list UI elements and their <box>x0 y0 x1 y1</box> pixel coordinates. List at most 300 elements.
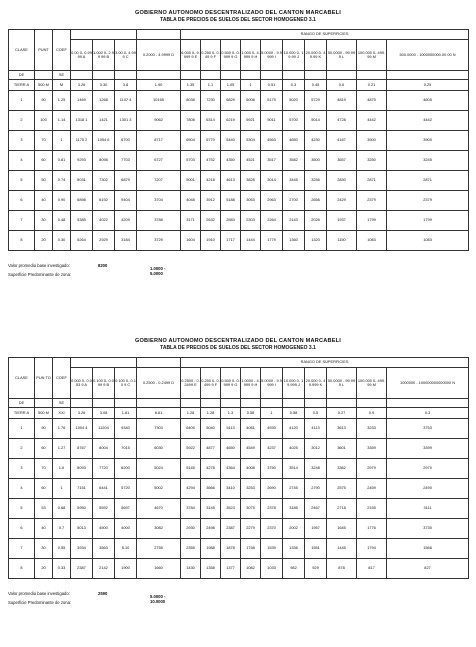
range-end: 10.0000 <box>150 599 166 604</box>
price-cell: 3912 <box>201 191 221 211</box>
price-cell: 1083 <box>387 231 469 251</box>
price-cell: 1551 <box>305 539 327 559</box>
cell-coef: 0.33 <box>53 559 71 579</box>
range-header: 5.0000 - 9.9999 I <box>261 40 283 71</box>
price-cell: 1175 2 <box>71 131 93 151</box>
header-blank <box>261 399 283 408</box>
price-cell: 5113 <box>221 419 241 439</box>
price-cell: 2387 <box>71 559 93 579</box>
price-cell: 3788 <box>137 211 181 231</box>
price-cell: 3250 <box>357 151 387 171</box>
price-cell: 3399 <box>387 439 469 459</box>
price-cell: 1421 <box>93 111 115 131</box>
price-cell: 5304 <box>241 131 261 151</box>
price-cell: 6314 <box>201 111 221 131</box>
range-start: 5.0000 - <box>150 594 166 599</box>
price-cell: 4650 <box>283 131 305 151</box>
price-cell: 1430 <box>181 559 201 579</box>
price-cell: 4605 <box>387 91 469 111</box>
header-rango: RANGO DE SUPERFICIES <box>181 358 469 368</box>
price-cell: 4000 <box>115 519 137 539</box>
document-subtitle: TABLA DE PRECIOS DE SUELOS DEL SECTOR HOMOGENEO 3.1 <box>160 345 316 351</box>
price-cell: 7720 <box>93 459 115 479</box>
factor-cell: 1 <box>241 80 261 91</box>
price-cell: 2387 <box>221 519 241 539</box>
price-cell: 878 <box>327 559 357 579</box>
header-punt: PUNT <box>35 30 53 71</box>
predominant-surface-label: Superficie Predominante de zona: <box>8 600 72 605</box>
header-rango: RANGO DE SUPERFICIES <box>181 30 469 40</box>
range-header: 0.2000 - 4.9999 D <box>137 40 181 71</box>
price-cell: 7230 <box>201 91 221 111</box>
price-cell: 3359 <box>357 439 387 459</box>
cell-clase: 8 <box>9 231 35 251</box>
price-cell: 4521 <box>241 151 261 171</box>
factor-cell: 0.9 <box>357 408 387 419</box>
price-cell: 3613 <box>327 419 357 439</box>
range-header: 100.000 0- 499.99 M <box>357 368 387 399</box>
range-header: 0.250 0- 0.49 9 F <box>201 40 221 71</box>
cell-clase: 5 <box>9 499 35 519</box>
factor-cell: 1.35 <box>181 80 201 91</box>
price-cell: 3445 <box>283 171 305 191</box>
price-cell: 4218 <box>201 171 221 191</box>
price-cell: 8031 <box>71 171 93 191</box>
cell-punt: 30 <box>35 539 53 559</box>
range-header: 0.250 0- 0.499 9 F <box>201 368 221 399</box>
header-blank <box>305 71 327 80</box>
cell-coef: 0.81 <box>53 151 71 171</box>
price-cell: 7703 <box>115 151 137 171</box>
price-cell: 4752 <box>201 151 221 171</box>
cell-coef: 0.48 <box>53 211 71 231</box>
header-blank <box>387 399 469 408</box>
price-cell: 1358 <box>201 559 221 579</box>
header-blank <box>221 71 241 80</box>
cell-clase: 8 <box>9 559 35 579</box>
range-header: 5.0000 - 9.9999 I <box>261 368 283 399</box>
price-cell: 2755 <box>137 539 181 559</box>
price-cell: 2378 <box>261 499 283 519</box>
header-blank <box>137 30 181 40</box>
price-cell: 3934 <box>71 539 93 559</box>
price-cell: 2467 <box>305 499 327 519</box>
price-cell: 5020 <box>283 91 305 111</box>
range-header: 0.2500 - 0.2499 D <box>137 368 181 399</box>
price-cell: 3145 <box>201 499 221 519</box>
price-cell: 8098 <box>93 151 115 171</box>
cell-clase: 1 <box>9 419 35 439</box>
range-header: 0.100 0- 0.099 9 B <box>93 368 115 399</box>
table-row <box>9 151 469 171</box>
cell-coef: 0.7 <box>53 519 71 539</box>
price-cell: 4048 <box>181 191 201 211</box>
price-cell: 1957 <box>305 519 327 539</box>
price-cell: 4819 <box>327 91 357 111</box>
average-value-label: Valor promedio base investigado: <box>8 591 70 596</box>
price-cell: 2002 <box>283 519 305 539</box>
header-blank <box>71 399 93 408</box>
price-cell: 4113 <box>305 419 327 439</box>
header-punt: PUN TO <box>35 358 53 399</box>
range-end: 5.0000 <box>150 271 163 276</box>
price-cell: 1779 <box>261 231 283 251</box>
price-cell: 3657 <box>327 151 357 171</box>
table-row <box>9 191 469 211</box>
price-cell: 5145 <box>181 459 201 479</box>
price-cell: 3111 <box>387 499 469 519</box>
price-cell: 6219 <box>221 111 241 131</box>
table-row <box>9 111 469 131</box>
range-header: 6.000 0- 9.999 9 E <box>181 40 201 71</box>
price-cell: 4670 <box>137 499 181 519</box>
factor-cell: 3.26 <box>71 80 93 91</box>
cell-punt: 20 <box>35 231 53 251</box>
factor-cell: 0.3 <box>387 408 469 419</box>
price-cell: 6727 <box>137 151 181 171</box>
price-cell: 3014 <box>261 171 283 191</box>
price-table-sheet-2 <box>8 338 468 613</box>
range-header: 50.0000 - 99.999 L <box>327 40 357 71</box>
price-cell: 2632 <box>201 211 221 231</box>
cell-clase: 4 <box>9 479 35 499</box>
price-cell: 2930 <box>181 519 201 539</box>
price-cell: 1336 <box>283 539 305 559</box>
price-cell: 2963 <box>261 191 283 211</box>
price-cell: 2303 <box>241 211 261 231</box>
price-cell: 9340 <box>115 419 137 439</box>
code-punt: 500 M <box>35 80 53 91</box>
price-cell: 2656 <box>305 191 327 211</box>
price-cell: 5011 <box>261 111 283 131</box>
price-cell: 1054 6 <box>93 131 115 151</box>
factor-cell: 1.3 <box>221 408 241 419</box>
price-cell: 2498 <box>201 519 221 539</box>
header-blank <box>137 358 181 368</box>
price-cell: 5922 <box>181 439 201 459</box>
table-row <box>9 499 469 519</box>
price-cell: 2970 <box>387 459 469 479</box>
header-blank <box>305 399 327 408</box>
header-blank <box>357 399 387 408</box>
range-header: 3.00 0- 4.99 9 C <box>115 40 137 71</box>
price-cell: 5697 <box>115 499 137 519</box>
price-cell: 4294 <box>181 479 201 499</box>
price-cell: 5385 <box>71 211 93 231</box>
price-cell: 6504 <box>181 131 201 151</box>
header-blank <box>137 71 181 80</box>
price-cell: 6700 <box>115 131 137 151</box>
price-cell: 2700 <box>283 191 305 211</box>
price-cell: 3750 <box>261 459 283 479</box>
price-cell: 1900 <box>115 559 137 579</box>
price-cell: 5002 <box>137 479 181 499</box>
factor-cell: 1 <box>261 408 283 419</box>
price-cell: 5188 <box>221 191 241 211</box>
cell-punt: 70 <box>35 131 53 151</box>
table-row <box>9 439 469 459</box>
price-cell: 6405 <box>181 419 201 439</box>
code-coef: XXI <box>53 408 71 419</box>
price-cell: 3053 <box>241 191 261 211</box>
header-blank <box>357 71 387 80</box>
cell-coef: 1 <box>53 131 71 151</box>
range-header: 0.500 0- 0.999 9 G <box>221 40 241 71</box>
price-cell: 1604 <box>181 231 201 251</box>
price-cell: 6829 <box>221 91 241 111</box>
factor-cell: 0.58 <box>241 408 261 419</box>
price-cell: 5024 <box>137 459 181 479</box>
price-cell: 5720 <box>115 479 137 499</box>
range-header: 0.000 0- 0.053 9 A <box>71 368 93 399</box>
factor-cell: 0.6 <box>327 80 357 91</box>
header-blank <box>283 71 305 80</box>
price-cell: 5729 <box>305 91 327 111</box>
price-cell: 2718 <box>327 499 357 519</box>
predominant-surface-range <box>150 266 165 276</box>
price-cell: 8038 <box>181 91 201 111</box>
predominant-surface-label: Superficie Predominante de zona: <box>8 272 72 277</box>
price-cell: 3514 <box>283 459 305 479</box>
price-cell: 5001 <box>181 171 201 191</box>
cell-coef: 0.90 <box>53 191 71 211</box>
cell-punt: 60 <box>35 151 53 171</box>
price-cell: 3582 <box>283 151 305 171</box>
average-value: 8200 <box>98 263 108 268</box>
header-blank <box>201 71 221 80</box>
range-header: 1.0000 - 4.999 9 H <box>241 368 261 399</box>
price-cell: 10165 <box>137 91 181 111</box>
price-cell: 9293 <box>71 151 93 171</box>
header-clase: CLASE <box>9 30 35 71</box>
table-row <box>9 539 469 559</box>
land-price-table <box>8 29 469 251</box>
price-cell: 2264 <box>261 211 283 231</box>
price-cell: 4650 <box>221 439 241 459</box>
average-value: 2590 <box>98 591 108 596</box>
price-cell: 1318 1 <box>71 111 93 131</box>
price-cell: 2575 <box>327 479 357 499</box>
cell-punt: 50 <box>35 171 53 191</box>
range-header: 1.000 0- 4.999 9 H <box>241 40 261 71</box>
cell-punt: 30 <box>35 211 53 231</box>
header-blank <box>201 399 221 408</box>
price-cell: 4022 <box>93 211 115 231</box>
table-footer <box>8 591 468 613</box>
code-punt: 500 M <box>35 408 53 419</box>
price-cell: 4728 <box>327 111 357 131</box>
range-header: 20.000 0- 49.99 K <box>305 40 327 71</box>
price-cell: 6441 <box>93 479 115 499</box>
header-blank <box>181 71 201 80</box>
cell-punt: 100 <box>35 111 53 131</box>
document-title: GOBIERNO AUTONOMO DESCENTRALIZADO DEL CANTON MARCABELI <box>134 338 342 344</box>
price-cell: 3410 <box>221 479 241 499</box>
cell-clase: 3 <box>9 131 35 151</box>
price-cell: 2370 <box>261 519 283 539</box>
cell-clase: 6 <box>9 519 35 539</box>
price-cell: 3233 <box>357 419 387 439</box>
price-cell: 7303 <box>137 419 181 439</box>
price-cell: 1717 <box>221 231 241 251</box>
table-row <box>9 131 469 151</box>
table-row <box>9 211 469 231</box>
cell-coef: 0.74 <box>53 171 71 191</box>
price-cell: 1360 <box>283 231 305 251</box>
price-cell: 2830 <box>327 171 357 191</box>
price-cell: 4442 <box>387 111 469 131</box>
price-cell: 1776 <box>357 519 387 539</box>
price-cell: 3256 <box>305 171 327 191</box>
price-cell: 3730 <box>387 519 469 539</box>
price-cell: 1320 <box>305 231 327 251</box>
factor-cell: 0.21 <box>357 80 387 91</box>
cell-coef: 1.76 <box>53 419 71 439</box>
price-cell: 929 <box>305 559 327 579</box>
header-blank <box>327 71 357 80</box>
price-cell: 5.10 <box>115 539 137 559</box>
header-blank <box>261 71 283 80</box>
price-cell: 4081 <box>241 419 261 439</box>
price-cell: 1033 <box>261 559 283 579</box>
header-se: SE <box>53 399 71 408</box>
price-cell: 3253 <box>241 479 261 499</box>
price-cell: 982 <box>283 559 305 579</box>
price-cell: 4442 <box>357 111 387 131</box>
table-row <box>9 419 469 439</box>
cell-coef: 1.14 <box>53 111 71 131</box>
header-blank <box>93 71 115 80</box>
price-cell: 1910 <box>201 231 221 251</box>
price-cell: 3075 <box>241 499 261 519</box>
price-cell: 8093 <box>71 459 93 479</box>
price-cell: 1004 4 <box>71 419 93 439</box>
price-cell: 2429 <box>327 191 357 211</box>
price-cell: 5013 <box>71 519 93 539</box>
price-cell: 7302 <box>93 171 115 191</box>
price-table-sheet-1 <box>8 10 468 285</box>
price-cell: 7808 <box>181 111 201 131</box>
price-cell: 1878 <box>221 539 241 559</box>
header-blank <box>35 399 53 408</box>
range-header: 100.000 0- 499.99 M <box>357 40 387 71</box>
range-header: 0.500 0- 0.999 9 G <box>221 368 241 399</box>
price-cell: 1082 <box>241 559 261 579</box>
header-coef: COEF <box>53 358 71 399</box>
price-cell: 2026 <box>305 211 327 231</box>
table-footer <box>8 263 468 285</box>
header-blank <box>327 399 357 408</box>
price-cell: 4008 <box>241 459 261 479</box>
cell-coef: 0.30 <box>53 231 71 251</box>
price-cell: 1377 <box>221 559 241 579</box>
price-cell: 2459 <box>357 479 387 499</box>
price-cell: 1794 <box>357 539 387 559</box>
cell-clase: 2 <box>9 439 35 459</box>
price-cell: 827 <box>387 559 469 579</box>
price-cell: 1645 <box>327 519 357 539</box>
price-cell: 1937 <box>327 211 357 231</box>
price-cell: 3082 <box>137 519 181 539</box>
cell-coef: 1 <box>53 479 71 499</box>
cell-clase: 7 <box>9 539 35 559</box>
factor-cell: 0.27 <box>327 408 357 419</box>
cell-punt: 40 <box>35 191 53 211</box>
table-row <box>9 231 469 251</box>
range-header: 0.100 0- 0.10 9 C <box>115 368 137 399</box>
cell-punt: 90 <box>35 91 53 111</box>
header-de: DE <box>9 399 35 408</box>
cell-clase: 7 <box>9 211 35 231</box>
header-coef: COEF <box>53 30 71 71</box>
price-cell: 6192 <box>93 191 115 211</box>
cell-clase: 3 <box>9 459 35 479</box>
header-tierra: TIERR A <box>9 408 35 419</box>
header-tierra: TIERR A <box>9 80 35 91</box>
factor-cell: 0.45 <box>305 80 327 91</box>
price-cell: 3248 <box>305 459 327 479</box>
range-header: 20.000 0- 49.999 K <box>305 368 327 399</box>
price-cell: 2583 <box>221 211 241 231</box>
factor-cell: 3.8 <box>115 80 137 91</box>
factor-cell: 1.90 <box>137 80 181 91</box>
table-row <box>9 459 469 479</box>
price-cell: 8004 <box>93 439 115 459</box>
header-blank <box>221 399 241 408</box>
price-cell: 6006 <box>241 91 261 111</box>
cell-coef: 0.55 <box>53 539 71 559</box>
price-cell: 11204 <box>93 419 115 439</box>
price-cell: 9404 <box>115 191 137 211</box>
price-cell: 5264 <box>71 231 93 251</box>
header-blank <box>71 71 93 80</box>
header-blank <box>241 71 261 80</box>
price-cell: 7015 <box>115 439 137 459</box>
price-cell: 4278 <box>201 459 221 479</box>
price-cell: 7151 <box>71 479 93 499</box>
header-clase: CLASE <box>9 358 35 399</box>
header-blank <box>241 399 261 408</box>
price-cell: 2379 <box>357 191 387 211</box>
factor-cell: 1.1 <box>201 80 221 91</box>
cell-punt: 53 <box>35 499 53 519</box>
predominant-surface-range <box>150 594 165 604</box>
price-cell: 6200 <box>115 459 137 479</box>
price-cell: 4350 <box>221 151 241 171</box>
price-cell: 5921 <box>241 111 261 131</box>
range-header: 0.00 0- 0.99 99 A <box>71 40 93 71</box>
price-cell: 1988 <box>201 539 221 559</box>
price-cell: 1444 <box>241 231 261 251</box>
factor-cell: 1.28 <box>181 408 201 419</box>
price-cell: 3171 <box>181 211 201 231</box>
cell-punt: 40 <box>35 519 53 539</box>
factor-cell: 8.61 <box>137 408 181 419</box>
document-subtitle: TABLA DE PRECIOS DE SUELOS DEL SECTOR HOMOGENEO 3.1 <box>160 17 316 23</box>
price-cell: 1083 <box>357 231 387 251</box>
cell-clase: 1 <box>9 91 35 111</box>
price-cell: 1799 <box>357 211 387 231</box>
cell-punt: 60 <box>35 439 53 459</box>
cell-coef: 0.68 <box>53 499 71 519</box>
price-cell: 4364 <box>221 459 241 479</box>
range-header: 500.0000 - 1000000000.00 00 N <box>387 40 469 71</box>
factor-cell: 0.58 <box>283 408 305 419</box>
price-cell: 5440 <box>221 131 241 151</box>
factor-cell: 3.30 <box>93 80 115 91</box>
header-blank <box>93 399 115 408</box>
price-cell: 1566 <box>387 539 469 559</box>
